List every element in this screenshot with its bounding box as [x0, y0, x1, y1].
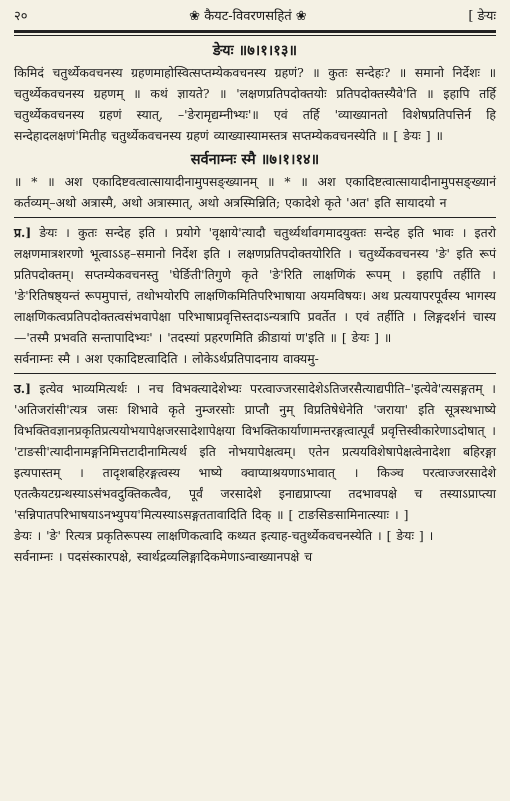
section-divider-1 — [14, 217, 496, 218]
section-divider-2 — [14, 373, 496, 374]
bhashya-paragraph-1: किमिदं चतुर्थ्येकवचनस्य ग्रहणमाहोस्वित्सप्तम्येकवचनस्य ग्रहणं? ॥ कुतः सन्देहः? ॥ समानो निर्देशः ॥ चतुर्थ्येकवचनस्य ग्रहणम् ॥ कथं ज्ञायते? ॥ 'लक्षणप्रतिपदोक्तयोः प्रतिपदोक्तस्यैवे'ति ॥ इहापि तर्हि चतुर्थ्येकवचनस्य ग्रहणं स्यात्, –'ङेरामृद्यम्नीभ्यः'॥ एवं तर्हि 'व्याख्यानतो विशेषप्रतिपत्तिर्न हि सन्देहादलक्षणं'मितीह चतुर्थ्येकवचनस्य ग्रहणं व्याख्यास्यामस्तत्र सप्तम्येकवचनस्येति ॥ [ ङेयः ] ॥ — [14, 65, 496, 143]
page-header — [14, 6, 496, 28]
uddyota-line-3: सर्वनाम्नः । पदसंस्कारपक्षे, स्वार्थद्रव्यलिङ्गादिकमेणाऽन्वाख्यानपक्षे च — [14, 549, 313, 564]
header-rule — [14, 30, 496, 36]
pradipa-label: प्र.] — [14, 225, 32, 240]
sutra-heading-1: ङेयः ॥७।१।१३॥ — [212, 42, 298, 59]
uddyota-label: उ.] — [14, 381, 31, 396]
pradipa-tail: सर्वनाम्नः स्मै । अश एकादिष्टत्वादिति । लोकेऽर्थप्रतिपादनाय वाक्यमु- — [14, 351, 319, 366]
uddyota-line-2: ङेयः । 'ङे' रित्यत्र प्रकृतिरूपस्य लाक्षणिकत्वादि कथ्यत इत्याह-चतुर्थ्येकवचनस्येति । [ ङेयः ] । — [14, 528, 434, 543]
running-title: ❀ कैयट-विवरणसहितं ❀ — [189, 9, 307, 24]
pradipa-text: ङेयः । कुतः सन्देह इति । प्रयोगे 'वृक्षाये'त्यादौ चतुर्थ्यर्थावगमादयुक्तः सन्देह इति भावः । इतरो लक्षणमात्रशरणो भूत्वाऽऽह–समानो निर्देश इति । लक्षणप्रतिपदोक्तयोरिति । चतुर्थ्येकवचनस्य 'ङे' इति रूपं प्रतिपदोक्तम्। सप्तम्येकवचनस्तु 'घेर्ङिती'तिगुणे कृते 'ङे'रिति लाक्षणिकं रूपम् । इहापि तर्हीति । 'ङे'रितिषष्ठ्यन्तं रूपमुपात्तं, तथोभयोरपि लाक्षणिकमितिपरिभाषाया अयमविषयः। अथ प्रत्ययापरपूर्वस्य भागस्य लाक्षणिकत्वप्रतिपदोक्तत्वसंभवापेक्षा परिभाषाप्रवृत्तिस्तदाऽन्यत्रापि प्रवर्तेत । एवं तर्हीति । लिङ्गदर्शनं चास्य—'तस्मै प्रभवति सन्तापादिभ्यः' । 'तदस्यां प्रहरणमिति क्रीडायां ण'इति ॥ [ ङेयः ] ॥ — [14, 225, 496, 345]
pradipa-commentary — [14, 222, 496, 348]
page-number: २० — [14, 9, 28, 24]
uddyota-commentary — [14, 378, 496, 525]
sutra-heading-2: सर्वनाम्नः स्मै ॥७।१।१४॥ — [190, 151, 320, 168]
uddyota-text: इत्येव भाव्यमित्यर्थः । नच विभक्त्यादेशेभ्यः परत्वाज्जरसादेशेऽतिजरसैत्याद्यपीति–'इत्येवे'त्यसङ्गतम् । 'अतिजरांसी'त्यत्र जसः शिभावे कृते नुम्जरसोः प्राप्तौ नुम् विप्रतिषेधेनेति 'जराया' इति सूत्रस्थभाष्ये विभक्तिवज्ञानप्रकृतिप्रत्ययोभयापेक्षजरसादेशापेक्षया विभक्तिकार्याणामन्तरङ्गत्वात्पूर्वं प्रवृत्तिस्वीकारेणाऽदोषात् । 'टाङसी'त्यादीनामङ्गनिमित्तटादीनामित्यर्थ इति नोभयापेक्षत्वम्। एतेन प्रत्ययविशेषापेक्षत्वेनादेशा बहिरङ्गा इत्यपास्तम् । तादृशबहिरङ्गत्वस्य भाष्ये क्वाप्याश्रयणाऽभावात् । किञ्च परत्वाज्जरसादेशे एतत्कैयटग्रन्थस्याऽसंभवदुक्तिकत्वैव, पूर्वं जरसादेशे इनाद्यप्राप्त्या तदभावपक्षे च तस्याऽप्राप्त्या 'सन्निपातपरिभाषयाऽनभ्युपय'मित्यस्याऽसङ्गततावादिति दिक् ॥ [ टाङसिङसामिनात्स्याः । ] — [14, 381, 496, 522]
bhashya-paragraph-2: ॥ * ॥ अश एकादिष्टवत्वात्सायादीनामुपसङ्ख्यानम् ॥ * ॥ अश एकादिष्टत्वात्सायादीनामुपसङ्ख्यानं कर्तव्यम्–अथो अत्रास्मै, अथो अत्रास्मात्, अथो अत्रस्मिन्निति; एकादेशे कृते 'अत' इति सायादयो न — [14, 174, 496, 210]
header-sutra-label: [ ङेयः — [468, 9, 496, 24]
